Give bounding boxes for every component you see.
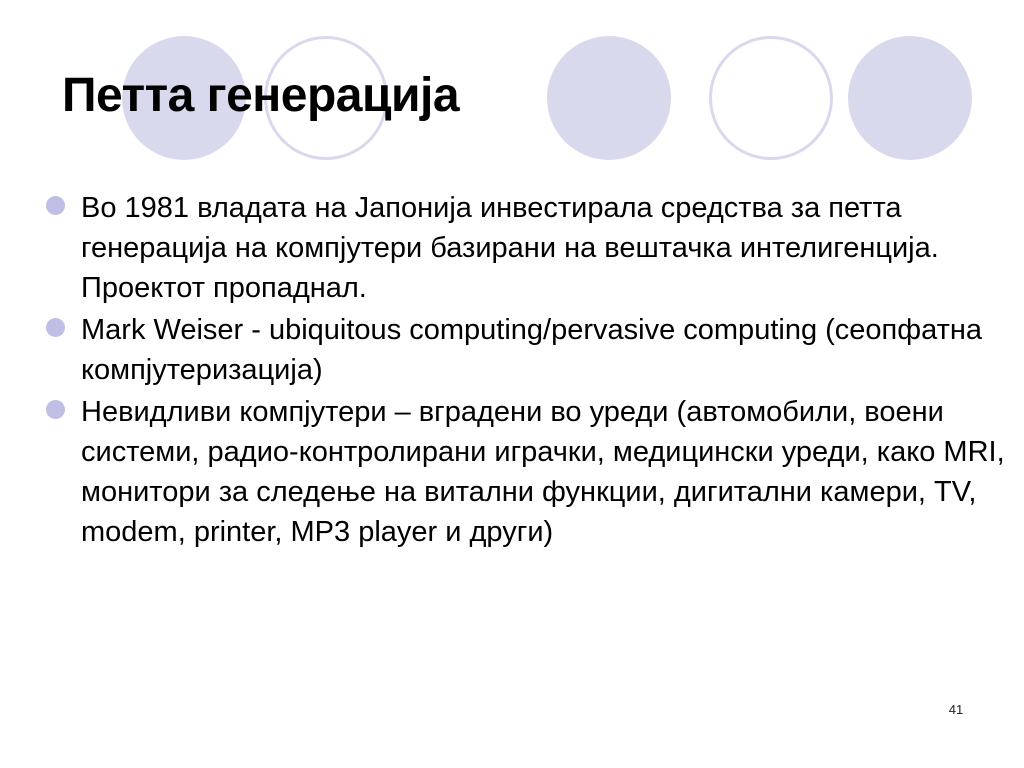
bullet-text: Невидливи компјутери – вградени во уреди (автомобили, воени системи, радио-контролирани играчки, медицински уреди, како MRI, монитори за следење на витални функции, дигитални камери, TV, modem, printer, MP3 player и други) [81,396,1005,548]
bullet-text: Mark Weiser - ubiquitous computing/pervasive computing (сеопфатна компјутеризација) [81,314,983,386]
page-number: 41 [948,702,964,717]
bullet-dot-icon [46,318,65,337]
decorative-circle-outline [709,36,833,160]
bullet-item [46,392,1006,552]
bullet-dot-icon [46,400,65,419]
decorative-circle-filled [848,36,972,160]
bullet-item [46,310,1006,390]
bullet-dot-icon [46,196,65,215]
decorative-circle-filled [547,36,671,160]
bullet-text: Во 1981 владата на Јапонија инвестирала средства за петта генерација на компјутери базирани на вештачка интелигенција. Проектот пропаднал. [81,192,939,304]
bullet-item [46,188,1006,308]
bullet-list [46,188,1006,554]
slide-title: Петта генерација [62,69,460,122]
